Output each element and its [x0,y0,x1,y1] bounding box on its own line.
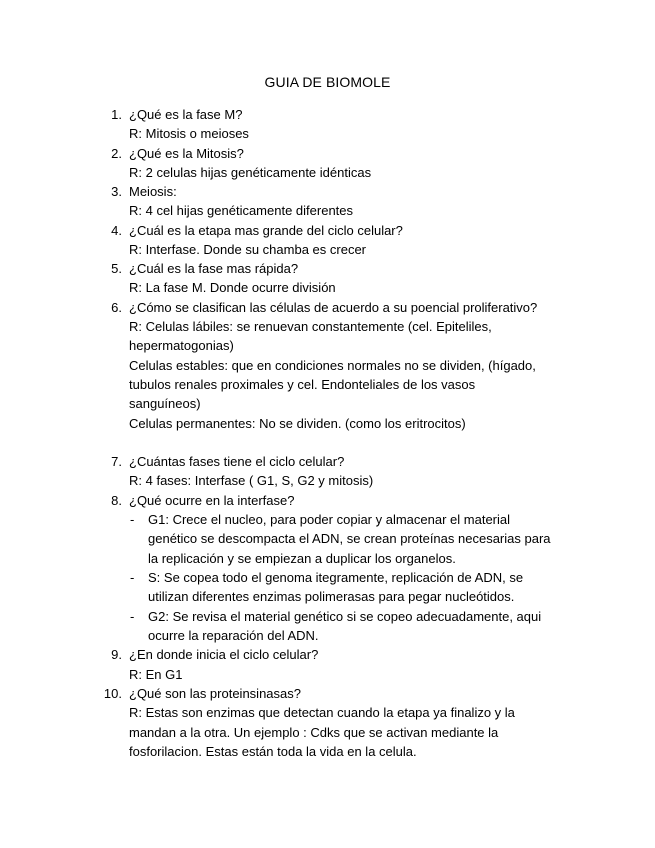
answer-text: R: 4 cel hijas genéticamente diferentes [129,203,354,218]
answer-text: hepermatogonias) [129,338,234,353]
item-number: 8. [111,493,122,508]
answer-text: R: Estas son enzimas que detectan cuando la etapa ya finalizo y la [129,705,515,720]
question-text: ¿Cómo se clasifican las células de acuerdo a su poencial proliferativo? [129,300,538,315]
answer-text: R: En G1 [129,667,183,682]
question-text: ¿Qué es la fase M? [129,107,243,122]
bullet-text: utilizan diferentes enzimas polimerasas para pegar nucleótidos. [148,589,515,604]
item-number: 6. [111,300,122,315]
item-number: 9. [111,647,122,662]
answer-text: R: 2 celulas hijas genéticamente idénticas [129,165,372,180]
answer-text: mandan a la otra. Un ejemplo : Cdks que se activan mediante la [129,725,499,740]
answer-text: R: 4 fases: Interfase ( G1, S, G2 y mitosis) [129,473,374,488]
question-text: ¿Cuál es la fase mas rápida? [129,261,299,276]
item-number: 1. [111,107,122,122]
item-number: 10. [103,686,122,701]
bullet-text: ocurre la reparación del ADN. [148,628,319,643]
item-number: 2. [111,146,122,161]
question-text: Meiosis: [129,184,177,199]
question-text: ¿Cuál es la etapa mas grande del ciclo celular? [129,223,403,238]
bullet-text: G2: Se revisa el material genético si se copeo adecuadamente, aqui [148,609,542,624]
answer-text: R: La fase M. Donde ocurre división [129,280,336,295]
bullet-dash: - [130,512,135,527]
answer-text: Celulas permanentes: No se dividen. (como los eritrocitos) [129,416,466,431]
bullet-text: S: Se copea todo el genoma itegramente, replicación de ADN, se [148,570,524,585]
item-number: 3. [111,184,122,199]
item-number: 7. [111,454,122,469]
bullet-text: la replicación y se empiezan a duplicar los organelos. [148,551,456,566]
item-number: 4. [111,223,122,238]
bullet-dash: - [130,570,135,585]
answer-text: tubulos renales proximales y cel. Endonteliales de los vasos [129,377,476,392]
answer-text: R: Celulas lábiles: se renuevan constantemente (cel. Epiteliles, [129,319,492,334]
question-text: ¿Cuántas fases tiene el ciclo celular? [129,454,345,469]
bullet-text: G1: Crece el nucleo, para poder copiar y almacenar el material [148,512,511,527]
bullet-text: genético se descompacta el ADN, se crean proteínas necesarias para [148,531,551,546]
item-number: 5. [111,261,122,276]
document-title: GUIA DE BIOMOLE [264,74,391,90]
question-text: ¿Qué ocurre en la interfase? [129,493,295,508]
question-text: ¿Qué es la Mitosis? [129,146,244,161]
answer-text: fosforilacion. Estas están toda la vida en la celula. [129,744,417,759]
bullet-dash: - [130,609,135,624]
answer-text: R: Mitosis o meioses [129,126,249,141]
question-text: ¿Qué son las proteinsinasas? [129,686,301,701]
answer-text: sanguíneos) [129,396,201,411]
answer-text: R: Interfase. Donde su chamba es crecer [129,242,367,257]
question-text: ¿En donde inicia el ciclo celular? [129,647,319,662]
answer-text: Celulas estables: que en condiciones normales no se dividen, (hígado, [129,358,536,373]
